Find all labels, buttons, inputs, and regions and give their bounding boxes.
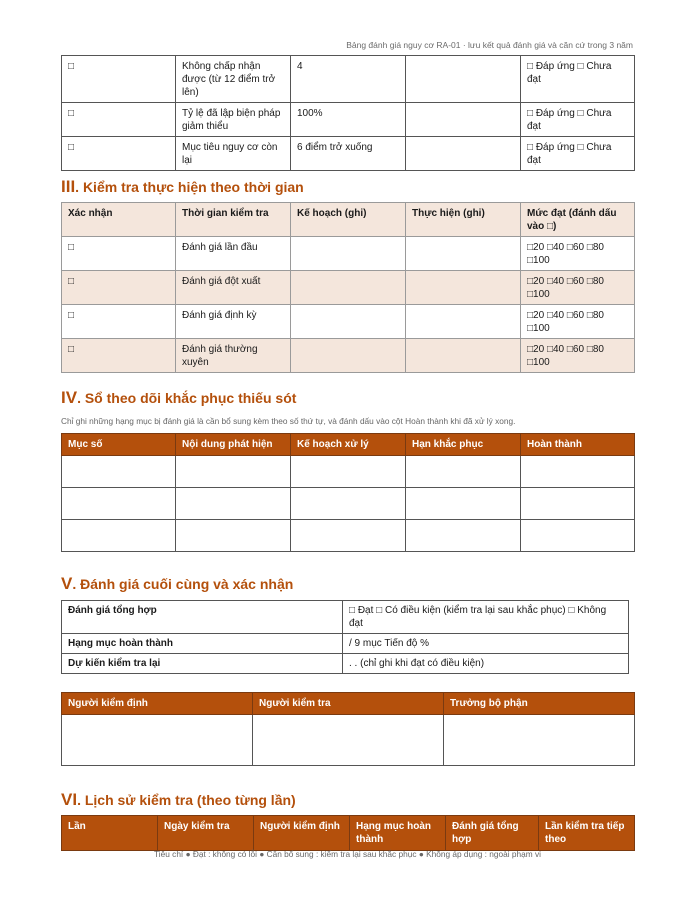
entry-cell[interactable] bbox=[62, 520, 176, 552]
entry-cell[interactable] bbox=[291, 520, 406, 552]
checkbox[interactable]: □ bbox=[62, 103, 176, 137]
actual-cell[interactable] bbox=[406, 271, 521, 305]
blank-cell[interactable] bbox=[406, 56, 521, 103]
section-title: . Sổ theo dõi khắc phục thiếu sót bbox=[77, 390, 297, 406]
section-number: V bbox=[61, 574, 73, 593]
criterion-value: 6 điểm trở xuống bbox=[291, 137, 406, 171]
table-row bbox=[62, 634, 629, 654]
status-options[interactable]: □ Đáp ứng □ Chưa đạt bbox=[521, 103, 635, 137]
criterion-value: 4 bbox=[291, 56, 406, 103]
section-number: VI bbox=[61, 790, 78, 809]
recheck-date-field[interactable]: . . (chỉ ghi khi đạt có điều kiện) bbox=[343, 654, 629, 674]
table-row bbox=[62, 456, 635, 488]
entry-cell[interactable] bbox=[521, 488, 635, 520]
checkbox[interactable]: □ bbox=[62, 305, 176, 339]
table-header-row bbox=[62, 434, 635, 456]
table-row bbox=[62, 715, 635, 766]
section-4-heading bbox=[61, 388, 296, 408]
blank-cell[interactable] bbox=[406, 103, 521, 137]
actual-cell[interactable] bbox=[406, 339, 521, 373]
table-row bbox=[62, 271, 635, 305]
criterion-label: Không chấp nhận được (từ 12 điểm trở lên) bbox=[176, 56, 291, 103]
column-header: Thực hiện (ghi) bbox=[406, 203, 521, 237]
table-row bbox=[62, 137, 635, 171]
plan-cell[interactable] bbox=[291, 237, 406, 271]
section-number: IV bbox=[61, 388, 78, 407]
table-row bbox=[62, 654, 629, 674]
section-3-heading bbox=[61, 177, 304, 197]
signature-box[interactable] bbox=[62, 715, 253, 766]
section-5-heading bbox=[61, 574, 293, 594]
column-header: Lần kiểm tra tiếp theo bbox=[539, 816, 635, 851]
entry-cell[interactable] bbox=[291, 456, 406, 488]
signature-box[interactable] bbox=[444, 715, 635, 766]
column-header: Ngày kiểm tra bbox=[158, 816, 254, 851]
check-time: Đánh giá định kỳ bbox=[176, 305, 291, 339]
table-header-row bbox=[62, 203, 635, 237]
actual-cell[interactable] bbox=[406, 237, 521, 271]
table-row bbox=[62, 520, 635, 552]
entry-cell[interactable] bbox=[176, 456, 291, 488]
section-note: Chỉ ghi những hạng mục bị đánh giá là cần bổ sung kèm theo số thứ tự, và đánh dấu vào cột Hoàn thành khi đã xử lý xong. bbox=[61, 416, 516, 426]
completion-field[interactable]: / 9 mục Tiến độ % bbox=[343, 634, 629, 654]
entry-cell[interactable] bbox=[176, 520, 291, 552]
status-options[interactable]: □ Đáp ứng □ Chưa đạt bbox=[521, 137, 635, 171]
overall-result-options[interactable]: □ Đạt □ Có điều kiện (kiểm tra lại sau khắc phục) □ Không đạt bbox=[343, 601, 629, 634]
actual-cell[interactable] bbox=[406, 305, 521, 339]
entry-cell[interactable] bbox=[62, 488, 176, 520]
entry-cell[interactable] bbox=[521, 520, 635, 552]
section-title: . Lịch sử kiểm tra (theo từng lần) bbox=[77, 792, 296, 808]
column-header: Xác nhận bbox=[62, 203, 176, 237]
column-header: Hoàn thành bbox=[521, 434, 635, 456]
timeline-table bbox=[61, 202, 635, 373]
criterion-value: 100% bbox=[291, 103, 406, 137]
table-header-row bbox=[62, 816, 635, 851]
column-header: Mức đạt (đánh dấu vào □) bbox=[521, 203, 635, 237]
column-header: Người kiểm định bbox=[62, 693, 253, 715]
entry-cell[interactable] bbox=[406, 488, 521, 520]
table-row bbox=[62, 103, 635, 137]
section-title: . Đánh giá cuối cùng và xác nhận bbox=[72, 576, 294, 592]
section-number: III bbox=[61, 177, 76, 196]
column-header: Người kiểm định bbox=[254, 816, 350, 851]
entry-cell[interactable] bbox=[521, 456, 635, 488]
checkbox[interactable]: □ bbox=[62, 339, 176, 373]
column-header: Thời gian kiểm tra bbox=[176, 203, 291, 237]
signature-box[interactable] bbox=[253, 715, 444, 766]
criteria-table bbox=[61, 55, 635, 171]
check-time: Đánh giá lần đầu bbox=[176, 237, 291, 271]
checkbox[interactable]: □ bbox=[62, 271, 176, 305]
checkbox[interactable]: □ bbox=[62, 56, 176, 103]
criterion-label: Tỷ lệ đã lập biện pháp giảm thiểu bbox=[176, 103, 291, 137]
entry-cell[interactable] bbox=[291, 488, 406, 520]
level-options[interactable]: □20 □40 □60 □80 □100 bbox=[521, 237, 635, 271]
column-header: Lần bbox=[62, 816, 158, 851]
corrective-log-table bbox=[61, 433, 635, 552]
entry-cell[interactable] bbox=[406, 520, 521, 552]
table-row bbox=[62, 305, 635, 339]
level-options[interactable]: □20 □40 □60 □80 □100 bbox=[521, 271, 635, 305]
column-header: Đánh giá tổng hợp bbox=[446, 816, 539, 851]
check-time: Đánh giá thường xuyên bbox=[176, 339, 291, 373]
final-evaluation-table bbox=[61, 600, 629, 674]
field-label: Dự kiến kiểm tra lại bbox=[62, 654, 343, 674]
level-options[interactable]: □20 □40 □60 □80 □100 bbox=[521, 305, 635, 339]
table-row bbox=[62, 237, 635, 271]
field-label: Hạng mục hoàn thành bbox=[62, 634, 343, 654]
status-options[interactable]: □ Đáp ứng □ Chưa đạt bbox=[521, 56, 635, 103]
criterion-label: Mục tiêu nguy cơ còn lại bbox=[176, 137, 291, 171]
plan-cell[interactable] bbox=[291, 305, 406, 339]
entry-cell[interactable] bbox=[176, 488, 291, 520]
table-row bbox=[62, 56, 635, 103]
blank-cell[interactable] bbox=[406, 137, 521, 171]
table-row bbox=[62, 601, 629, 634]
criteria-legend: Tiêu chí ● Đạt : không có lỗi ● Cần bổ sung : kiểm tra lại sau khắc phục ● Không áp dụng : ngoài phạm vi bbox=[154, 849, 541, 859]
field-label: Đánh giá tổng hợp bbox=[62, 601, 343, 634]
table-row bbox=[62, 339, 635, 373]
table-row bbox=[62, 488, 635, 520]
page-header: Bảng đánh giá nguy cơ RA-01 · lưu kết quả đánh giá và căn cứ trong 3 năm bbox=[346, 40, 633, 50]
plan-cell[interactable] bbox=[291, 339, 406, 373]
column-header: Hạng mục hoàn thành bbox=[350, 816, 446, 851]
checkbox[interactable]: □ bbox=[62, 137, 176, 171]
column-header: Mục số bbox=[62, 434, 176, 456]
column-header: Kế hoạch xử lý bbox=[291, 434, 406, 456]
entry-cell[interactable] bbox=[406, 456, 521, 488]
column-header: Trưởng bộ phận bbox=[444, 693, 635, 715]
column-header: Hạn khắc phục bbox=[406, 434, 521, 456]
section-title: . Kiểm tra thực hiện theo thời gian bbox=[75, 179, 304, 195]
level-options[interactable]: □20 □40 □60 □80 □100 bbox=[521, 339, 635, 373]
checkbox[interactable]: □ bbox=[62, 237, 176, 271]
inspection-history-table bbox=[61, 815, 635, 851]
check-time: Đánh giá đột xuất bbox=[176, 271, 291, 305]
table-header-row bbox=[62, 693, 635, 715]
signature-table bbox=[61, 692, 635, 766]
column-header: Người kiểm tra bbox=[253, 693, 444, 715]
entry-cell[interactable] bbox=[62, 456, 176, 488]
column-header: Nội dung phát hiện bbox=[176, 434, 291, 456]
section-6-heading bbox=[61, 790, 296, 810]
column-header: Kế hoạch (ghi) bbox=[291, 203, 406, 237]
plan-cell[interactable] bbox=[291, 271, 406, 305]
